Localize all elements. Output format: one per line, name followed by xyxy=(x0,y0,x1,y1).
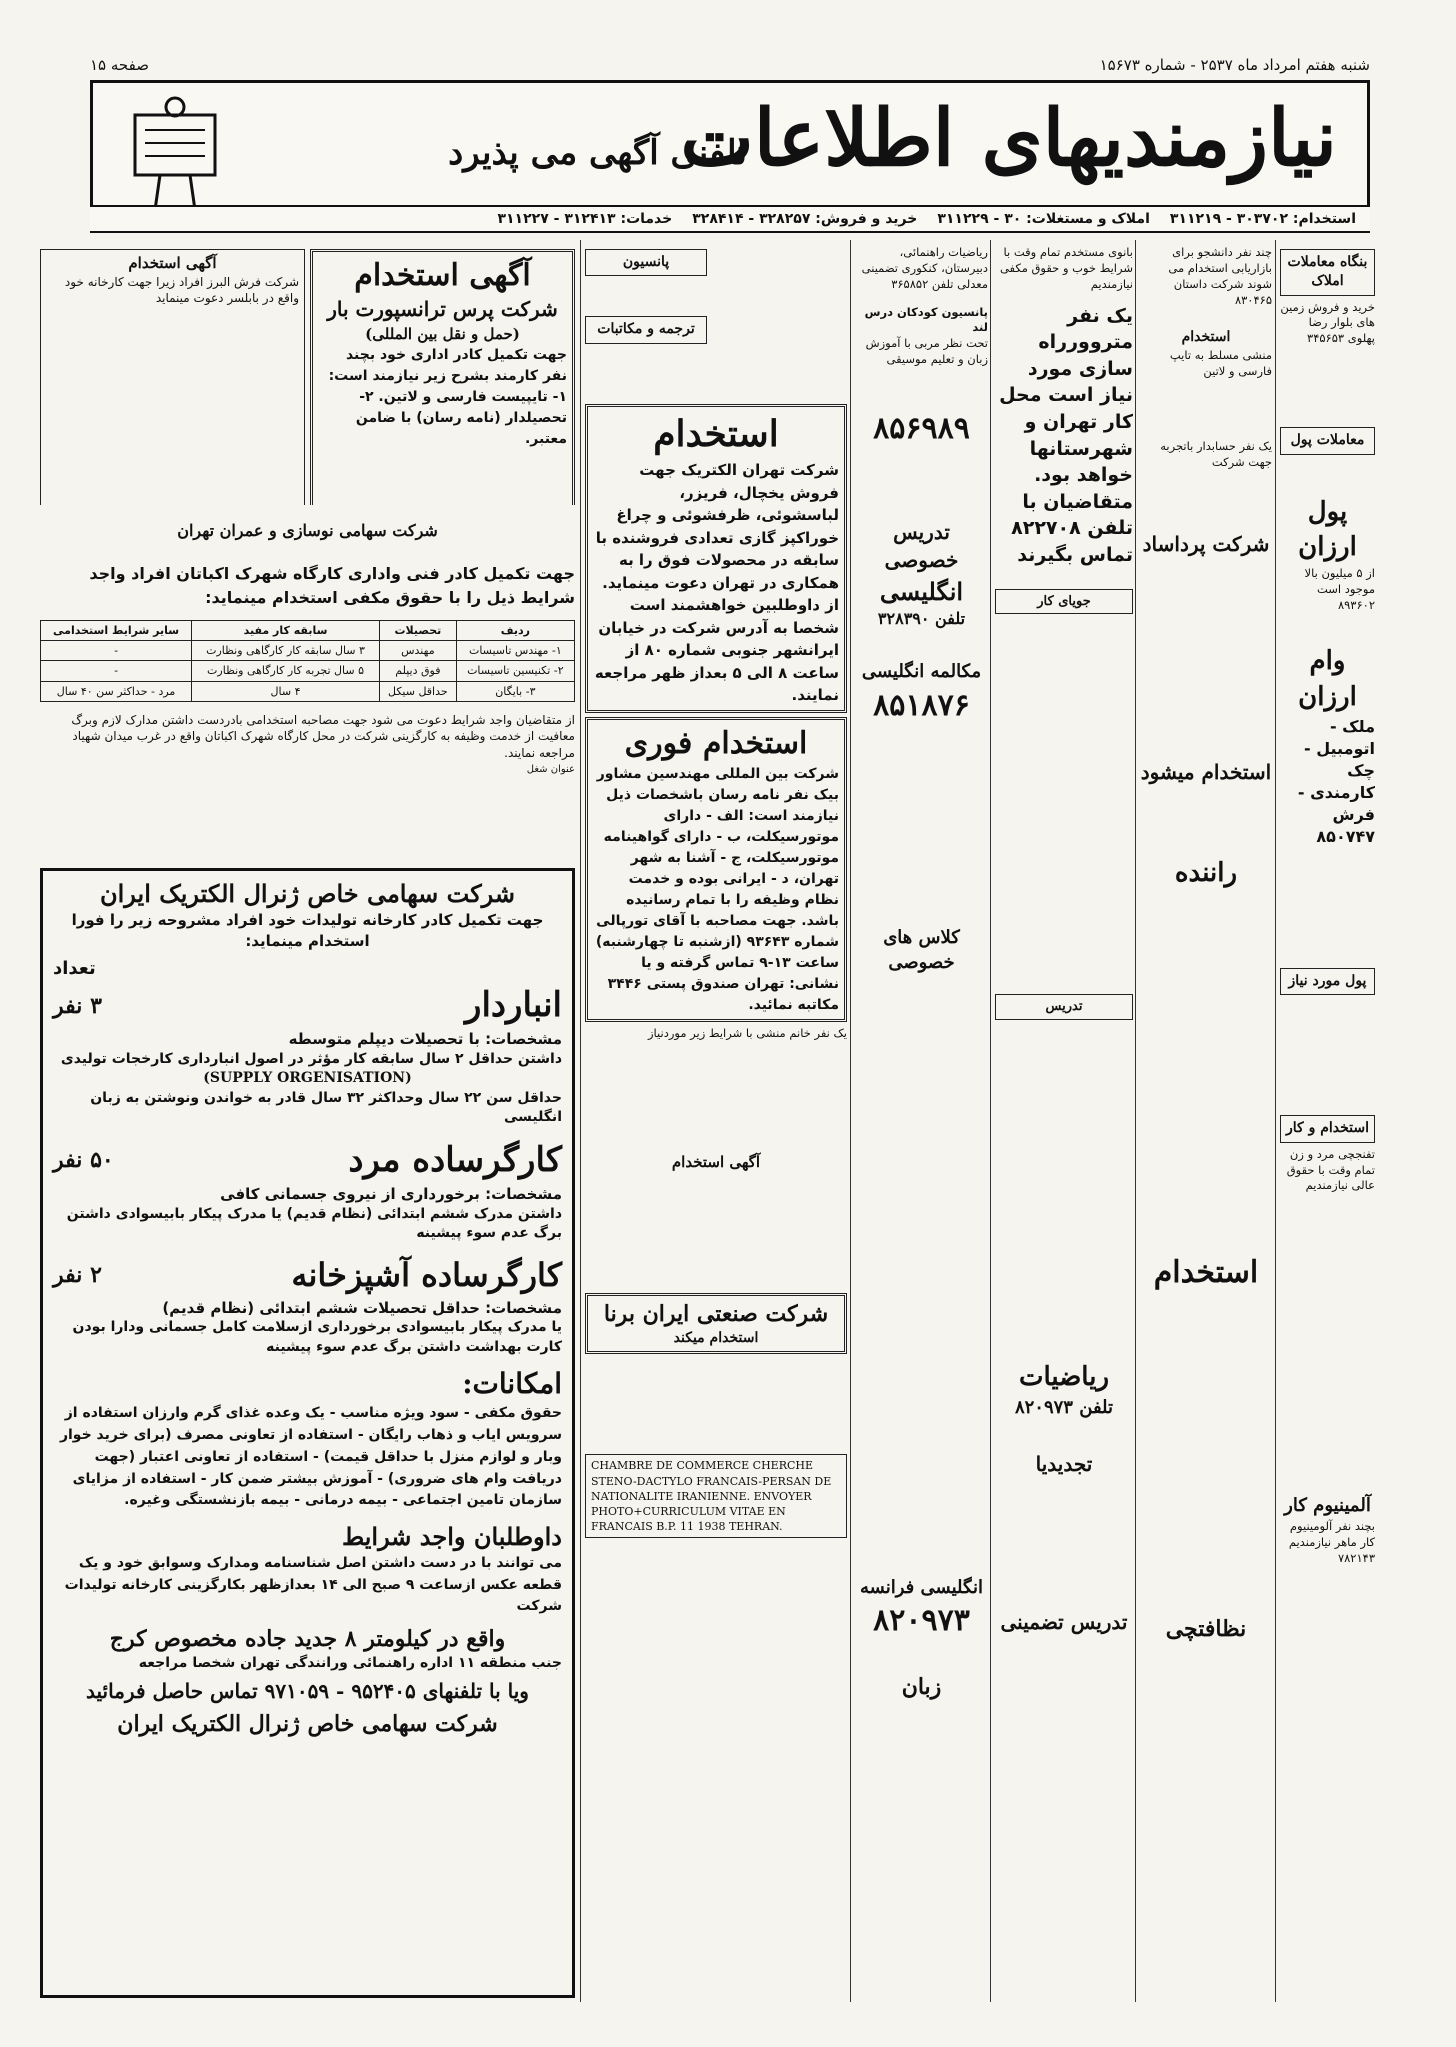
job-age: حداقل سن ۲۲ سال وحداکثر ۳۲ سال قادر به خواندن ونوشتن به زبان انگلیسی xyxy=(90,1089,562,1125)
persertrans-company: شرکت پرس ترانسپورت بار xyxy=(327,297,558,322)
job-supply: (SUPPLY ORGENISATION) xyxy=(203,1070,412,1087)
ekbatan-footer: از متقاضیان واجد شرایط دعوت می شود جهت مصاحبه استخدامی بادردست داشتن مدارک لازم وبرگ معافیت از خدمت وظیفه به کارگزینی شرکت در محل کارگاه شهرک اکباتان واقع در غرب میدان شهیاد مراجعه نمایند. xyxy=(71,712,575,760)
english-french-heading: انگلیسی فرانسه xyxy=(860,1576,983,1598)
ge-job-1 xyxy=(53,982,562,1029)
persertrans-sub: (حمل و نقل بین المللی) xyxy=(365,324,520,343)
ekbatan-ad xyxy=(40,510,575,860)
column-rule xyxy=(990,240,991,2002)
job-spec: مشخصات: برخورداری از نیروی جسمانی کافی xyxy=(220,1185,562,1204)
tutor-heading: تدریس xyxy=(995,994,1133,1020)
apply-text: می توانند با در دست داشتن اصل شناسنامه ومدارک وسوابق خود و یک قطعه عکس ازساعت ۹ صبح الی ۱۴ بعدازظهر بکارگزینی کارخانه تولیدات شرکت xyxy=(64,1555,562,1615)
big-hire-heading: استخدام xyxy=(1153,1255,1259,1291)
road-ad: یک نفر متروورراه سازی مورد نیاز است محل کار تهران و شهرستانها خواهد بود. متقاضیان با تلفن ۸۲۲۷۰۸ تماس بگیرند xyxy=(999,304,1133,566)
english-phone: تلفن ۳۲۸۳۹۰ xyxy=(877,608,966,628)
iranborna-ad xyxy=(585,1293,847,1355)
cheap-money: پول ارزان xyxy=(1298,496,1357,563)
ad-hire-heading: آگهی استخدام xyxy=(671,1153,761,1172)
table-cell: ۳- بایگان xyxy=(456,681,574,701)
table-cell: مرد - حداکثر سن ۴۰ سال xyxy=(41,681,192,701)
table-cell: ۴ سال xyxy=(192,681,380,701)
urgent-heading: استخدام فوری xyxy=(624,725,808,761)
table-row xyxy=(41,661,575,681)
math-phone: تلفن ۸۲۰۹۷۳ xyxy=(1014,1397,1114,1419)
persertrans-box xyxy=(310,249,575,505)
hire-ad: تفنجچی مرد و زن تمام وقت با حقوق عالی نیازمندیم xyxy=(1286,1146,1375,1193)
ge-job-3 xyxy=(53,1253,562,1297)
tehran-electric-ad xyxy=(585,404,847,713)
table-cell: ۵ سال تجربه کار کارگاهی ونظارت xyxy=(192,661,380,681)
driver-heading: راننده xyxy=(1174,858,1238,889)
hire-heading: استخدام xyxy=(653,412,779,455)
table-row xyxy=(41,681,575,701)
column-1 xyxy=(1280,245,1375,2005)
aluminum-ad: بچند نفر آلومینیوم کار ماهر نیازمندیم ۷۸۲۱۴۳ xyxy=(1288,1519,1375,1565)
private-heading: تدریس خصوصی xyxy=(884,520,959,572)
table-header: ردیف xyxy=(456,621,574,641)
cleaner-heading: نظافتچی xyxy=(1165,1615,1247,1642)
job-spec: مشخصات: حداقل تحصیلات ششم ابتدائی (نظام قدیم) xyxy=(162,1298,562,1317)
aluminum-heading: آلمینیوم کار xyxy=(1284,1495,1371,1517)
pansion-heading: پانسیون کودکان درس لند xyxy=(864,304,988,335)
ge-footer: شرکت سهامی خاص ژنرال الکتریک ایران xyxy=(117,1711,498,1738)
maid-ad: بانوی مستخدم تمام وقت با شرایط خوب و حقوق مکفی نیازمندیم xyxy=(999,245,1133,291)
newspaper-reader-icon xyxy=(105,95,245,215)
job-text: داشتن مدرک ششم ابتدائی (نظام قدیم) یا مدرک پیکار بابیسوادی داشتن برگ عدم سوء پیشینه xyxy=(66,1205,562,1242)
ge-job-2 xyxy=(53,1137,562,1184)
table-cell: فوق دیپلم xyxy=(379,661,456,681)
secretary-ad: یک نفر خانم منشی با شرایط زیر موردنیاز xyxy=(648,1026,847,1041)
tehran-electric-text: شرکت تهران الکتریک جهت فروش یخچال، فریزر، لباسشوئی، ظرفشوئی و چراغ خوراکپز گازی تعدادی فروشنده با سابقه در محصولات فوق را به همکاری در تهران دعوت مینماید. از داوطلبین خواهشمند است شخصا به آدرس شرکت در خیابان ایرانشهر جنوبی شماره ۸۰ از ساعت ۸ الی ۵ بعداز ظهر مراجعه نمایند. xyxy=(594,461,839,705)
ge-address-2: جنب منطقه ۱۱ اداره راهنمائی ورانندگی تهران شخصا مراجعه xyxy=(138,1655,562,1672)
estate-heading: بنگاه معاملات املاک xyxy=(1280,249,1375,296)
benefits-heading: امکانات: xyxy=(462,1366,562,1400)
math-heading: ریاضیات xyxy=(1018,1362,1110,1393)
column-5 xyxy=(585,245,847,2015)
alborz-box xyxy=(40,249,305,505)
alborz-ad xyxy=(40,245,305,505)
job-spec: مشخصات: با تحصیلات دیپلم متوسطه xyxy=(288,1030,562,1049)
table-cell: ۳ سال سابقه کار کارگاهی ونظارت xyxy=(192,641,380,661)
persertrans-heading: آگهی استخدام xyxy=(354,258,531,293)
job-text: یا مدرک پیکار بابیسوادی برخورداری ازسلامت کامل جسمانی ودارا بودن کارت بهداشت داشتن برگ عدم سوء پیشینه xyxy=(72,1319,562,1355)
masthead-title: نیازمندیهای اطلاعات xyxy=(680,93,1337,184)
masthead-subtitle: تلفنی آگهی می پذیرد xyxy=(448,133,747,173)
pansion-ad: تحت نظر مربی با آموزش زبان و تعلیم موسیقی xyxy=(865,336,988,367)
hire-heading-2: استخدام میشود xyxy=(1140,759,1272,784)
table-header: عنوان شغل xyxy=(526,764,575,776)
estate-ad: خرید و فروش زمین های بلوار رضا پهلوی ۳۴۵۶۵۳ xyxy=(1280,299,1375,346)
ge-count-label: تعداد xyxy=(53,958,96,980)
phone-services: خدمات: ۳۱۲۴۱۳ - ۳۱۱۲۲۷ xyxy=(497,211,673,227)
ge-phones: ویا با تلفنهای ۹۵۲۴۰۵ - ۹۷۱۰۵۹ تماس حاصل فرمائید xyxy=(86,1678,529,1703)
table-cell: - xyxy=(41,661,192,681)
hire-heading: استخدام xyxy=(1181,329,1231,346)
job-count: ۳ نفر xyxy=(53,992,102,1019)
teach-heading: تدریس تضمینی xyxy=(1000,1609,1128,1634)
column-2 xyxy=(1140,245,1272,2005)
chambre-ad: CHAMBRE DE COMMERCE CHERCHE STENO-DACTYLO FRANCAIS-PERSAN DE NATIONALITE IRANIENNE. ENVOYER PHOTO+CURRICULUM VITAE EN FRANCAIS B.P. 11 1938 TEHRAN. xyxy=(585,1454,847,1538)
iranborna-title: شرکت صنعتی ایران برنا xyxy=(603,1300,829,1327)
hire-heading: استخدام و کار xyxy=(1280,1115,1375,1142)
language-heading: زبان xyxy=(901,1673,942,1700)
secretary-ad: منشی مسلط به تایپ فارسی و لاتین xyxy=(1169,347,1272,378)
job-title: کارگرساده آشپزخانه xyxy=(291,1256,562,1295)
dateline xyxy=(90,56,1370,78)
column-rule xyxy=(580,240,581,2002)
table-header: سابقه کار مفید xyxy=(192,621,380,641)
conversation-heading: مکالمه انگلیسی xyxy=(861,660,982,682)
money-heading: معاملات پول xyxy=(1280,427,1375,454)
table-cell: حداقل سیکل xyxy=(379,681,456,701)
math-ad: ریاضیات راهنمائی، دبیرستان، کنکوری تضمینی معدلی تلفن ۳۶۵۸۵۲ xyxy=(861,245,988,291)
phone-hiring: استخدام: ۳۰۳۷۰۲ - ۳۱۱۲۱۹ xyxy=(1169,211,1356,227)
phone-number-2: ۸۵۱۸۷۶ xyxy=(873,687,970,723)
table-header: تحصیلات xyxy=(379,621,456,641)
alborz-heading: آگهی استخدام xyxy=(128,254,217,272)
cheap-loan-ad: ملک - اتومبیل - چک کارمندی - فرش ۸۵۰۷۴۷ xyxy=(1297,716,1375,846)
classes-heading: کلاس های خصوصی xyxy=(883,927,960,973)
phone-number-3: ۸۲۰۹۷۳ xyxy=(873,1603,970,1639)
pansion-box: پانسیون xyxy=(585,249,707,276)
phone-estate: املاک و مستغلات: ۳۰ - ۳۱۱۲۲۹ xyxy=(937,211,1150,227)
column-rule xyxy=(850,240,851,2002)
ge-title: شرکت سهامی خاص ژنرال الکتریک ایران xyxy=(99,879,515,908)
ge-ad xyxy=(40,868,575,1998)
agency-heading: شرکت پرداساد xyxy=(1142,532,1270,557)
table-cell: - xyxy=(41,641,192,661)
urgent-hire-ad xyxy=(585,717,847,1022)
cheap-loan: وام ارزان xyxy=(1298,645,1357,712)
persertrans-ad xyxy=(310,245,575,505)
job-title: انباردار xyxy=(465,985,562,1026)
ekbatan-table xyxy=(40,620,575,702)
table-row xyxy=(41,641,575,661)
alborz-text: شرکت فرش البرز افراد زیرا جهت کارخانه خود واقع در بابلسر دعوت مینماید xyxy=(64,274,299,306)
phone-number-1: ۸۵۶۹۸۹ xyxy=(873,411,970,447)
column-rule xyxy=(1135,240,1136,2002)
ge-intro: جهت تکمیل کادر کارخانه تولیدات خود افراد مشروحه زیر را فورا استخدام مینماید: xyxy=(71,911,544,950)
english-heading: انگلیسی xyxy=(879,576,964,606)
need-money-heading: پول مورد نیاز xyxy=(1280,968,1375,995)
urgent-text: شرکت بین المللی مهندسین مشاور بیک نفر نامه رسان باشخصات ذیل نیازمند است: الف - دارای موتورسیکلت، ب - دارای گواهینامه موتورسیکلت، ج - آشنا به شهر تهران، د - ایرانی بوده و خدمت نظام وظیفه را با تمام رسانیده باشد. جهت مصاحبه با آقای تورپالی شماره ۹۳۶۴۳ (ازشنبه تا چهارشنبه) ساعت ۱۳-۹ تماس گرفته و یا نشانی: تهران صندوق پستی ۳۴۴۶ مکاتبه نمائید. xyxy=(595,766,839,1014)
ge-address: واقع در کیلومتر ۸ جدید جاده مخصوص کرج xyxy=(109,1626,506,1653)
persertrans-text: جهت تکمیل کادر اداری خود بچند نفر کارمند بشرح زیر نیازمند است: ۱- تایپیست فارسی و لاتین. ۲- تحصیلدار (نامه رسان) با ضامن معتبر. xyxy=(328,346,567,447)
translation-box: ترجمه و مکاتبات xyxy=(585,316,707,343)
job-seeker-heading: جویای کار xyxy=(995,589,1133,615)
exp-heading: تجدیدیا xyxy=(1035,1452,1093,1477)
table-cell: مهندس xyxy=(379,641,456,661)
column-4 xyxy=(855,245,988,2005)
benefits-text: حقوق مکفی - سود ویژه مناسب - یک وعده غذای گرم وارزان استفاده از سرویس ایاب و ذهاب رایگان - استفاده از تعاونی مصرف (برای خرید خوار وبار و لوازم منزل با حداقل قیمت) - استفاده از تعاونی اعتبار (جهت دریافت وام های ضروری) - آموزش بیشتر ضمن کار - استفاده از مزایای سازمان تامین اجتماعی - بیمه درمانی - بیمه بازنشستگی وغیره. xyxy=(59,1405,562,1509)
job-count: ۲ نفر xyxy=(53,1262,102,1289)
ekbatan-intro: جهت تکمیل کادر فنی واداری کارگاه شهرک اکباتان افراد واجد شرایط ذیل را با حقوق مکفی استخدام مینماید: xyxy=(89,564,575,608)
table-cell: ۱- مهندس تاسیسات xyxy=(456,641,574,661)
column-3 xyxy=(995,245,1133,2005)
phone-trade: خرید و فروش: ۳۲۸۲۵۷ - ۳۲۸۴۱۴ xyxy=(692,211,918,227)
table-header: سایر شرایط استخدامی xyxy=(41,621,192,641)
issue-date: شنبه هفتم امرداد ماه ۲۵۳۷ - شماره ۱۵۶۷۳ xyxy=(1099,56,1370,74)
job-count: ۵۰ نفر xyxy=(53,1147,114,1174)
cheap-money-ad: از ۵ میلیون بالا موجود است ۸۹۳۶۰۲ xyxy=(1304,566,1375,612)
ekbatan-logo: شرکت سهامی نوسازی و عمران تهران xyxy=(177,521,438,540)
phone-bar xyxy=(90,205,1370,233)
apply-heading: داوطلبان واجد شرایط xyxy=(341,1521,562,1551)
job-title: کارگرساده مرد xyxy=(348,1140,562,1181)
column-rule xyxy=(1275,240,1276,2002)
page-number: صفحه ۱۵ xyxy=(90,56,149,74)
iranborna-sub: استخدام میکند xyxy=(673,1330,759,1347)
table-cell: ۲- تکنیسین تاسیسات xyxy=(456,661,574,681)
accountant-ad: یک نفر حسابدار باتجربه جهت شرکت xyxy=(1160,439,1272,470)
student-ad: چند نفر دانشجو برای بازاریابی استخدام می شوند شرکت داستان ۸۳۰۴۶۵ xyxy=(1168,245,1272,307)
job-text: داشتن حداقل ۲ سال سابقه کار مؤثر در اصول انبارداری کارخجات تولیدی xyxy=(60,1050,562,1067)
